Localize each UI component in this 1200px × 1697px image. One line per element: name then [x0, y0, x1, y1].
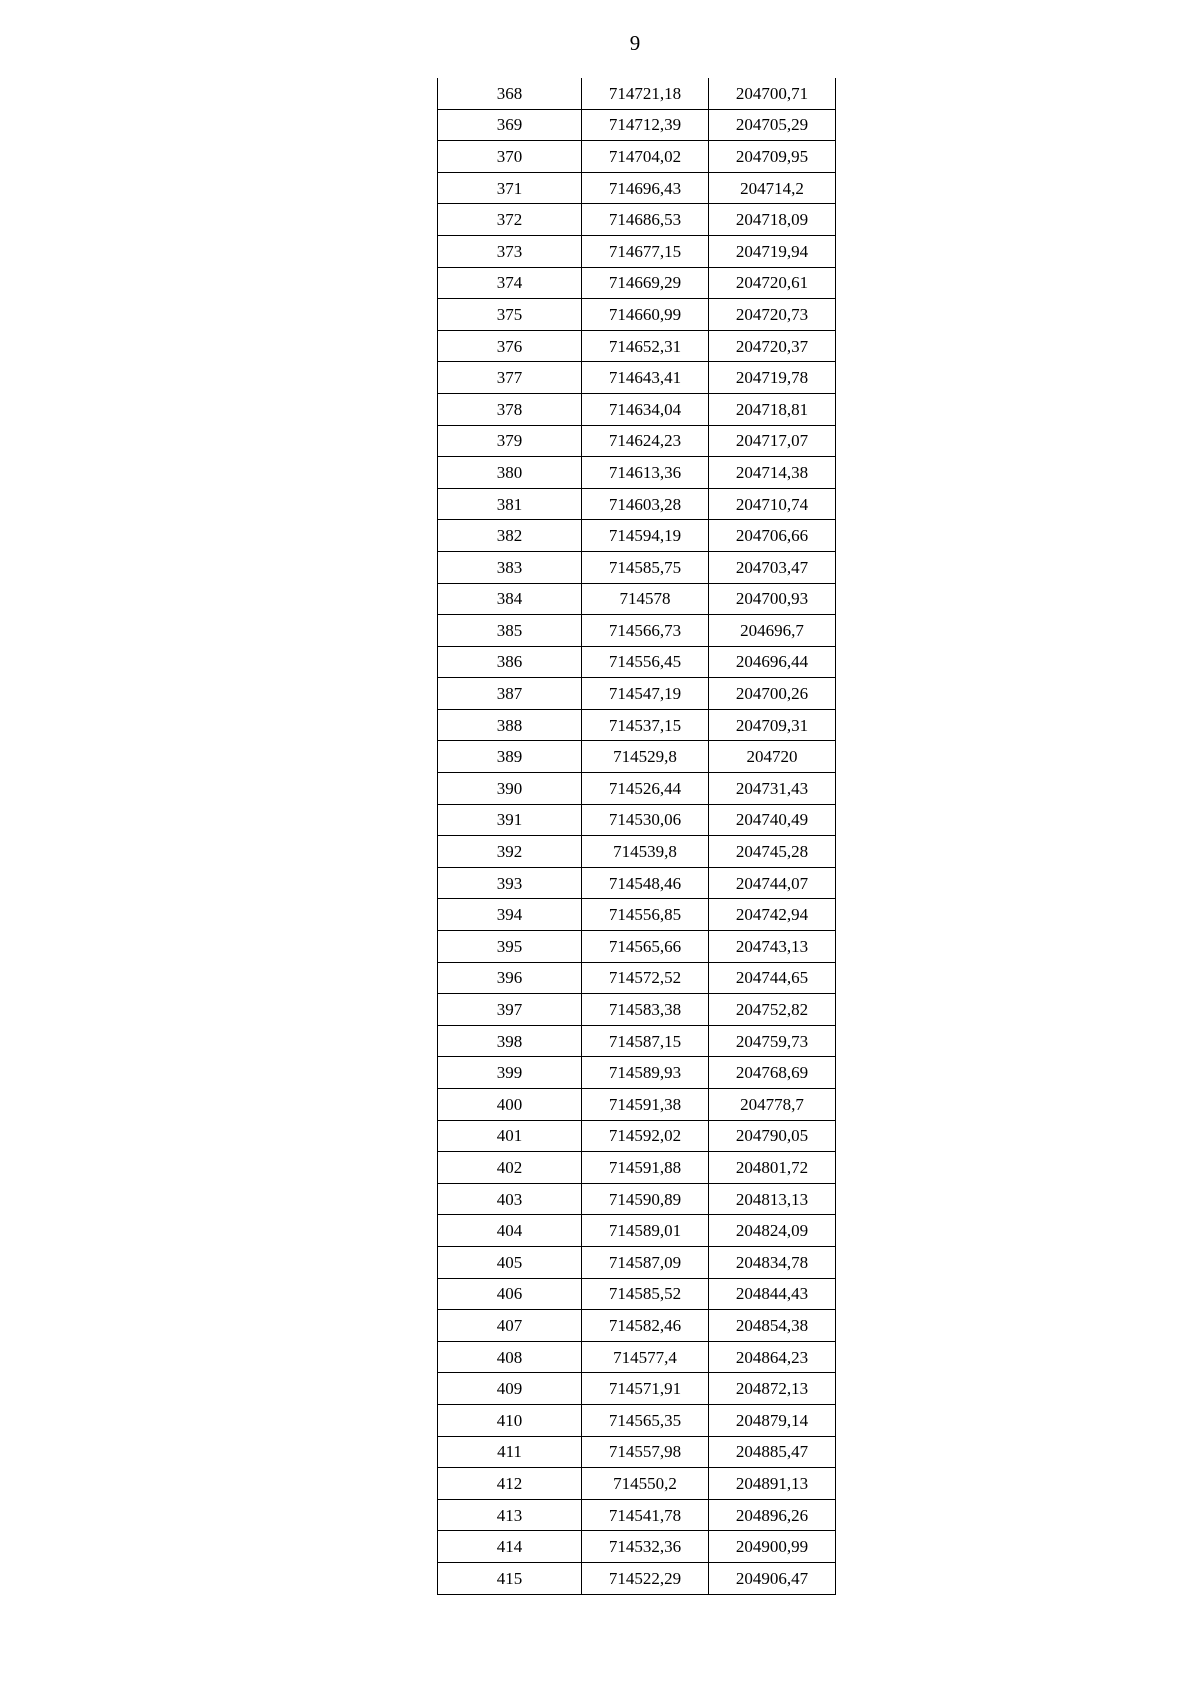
y-coordinate-cell: 204752,82 — [709, 994, 836, 1026]
x-coordinate-cell: 714603,28 — [582, 488, 709, 520]
point-number-cell: 387 — [438, 678, 582, 710]
table-row — [438, 425, 836, 457]
point-number-cell: 395 — [438, 931, 582, 963]
y-coordinate-cell: 204714,2 — [709, 172, 836, 204]
table-row — [438, 267, 836, 299]
y-coordinate-cell: 204696,44 — [709, 646, 836, 678]
point-number-cell: 409 — [438, 1373, 582, 1405]
point-number-cell: 402 — [438, 1152, 582, 1184]
table-row — [438, 1562, 836, 1594]
table-row — [438, 235, 836, 267]
table-row — [438, 488, 836, 520]
x-coordinate-cell: 714696,43 — [582, 172, 709, 204]
point-number-cell: 392 — [438, 836, 582, 868]
point-number-cell: 370 — [438, 141, 582, 173]
point-number-cell: 375 — [438, 299, 582, 331]
table-row — [438, 962, 836, 994]
x-coordinate-cell: 714541,78 — [582, 1499, 709, 1531]
table-row — [438, 1152, 836, 1184]
table-row — [438, 172, 836, 204]
y-coordinate-cell: 204720,37 — [709, 330, 836, 362]
y-coordinate-cell: 204718,81 — [709, 393, 836, 425]
coordinates-table — [437, 78, 836, 1595]
y-coordinate-cell: 204703,47 — [709, 551, 836, 583]
table-row — [438, 1120, 836, 1152]
point-number-cell: 412 — [438, 1468, 582, 1500]
point-number-cell: 372 — [438, 204, 582, 236]
point-number-cell: 394 — [438, 899, 582, 931]
y-coordinate-cell: 204906,47 — [709, 1562, 836, 1594]
point-number-cell: 400 — [438, 1089, 582, 1121]
table-row — [438, 78, 836, 109]
point-number-cell: 371 — [438, 172, 582, 204]
point-number-cell: 414 — [438, 1531, 582, 1563]
point-number-cell: 415 — [438, 1562, 582, 1594]
table-row — [438, 1436, 836, 1468]
point-number-cell: 374 — [438, 267, 582, 299]
point-number-cell: 381 — [438, 488, 582, 520]
point-number-cell: 406 — [438, 1278, 582, 1310]
y-coordinate-cell: 204710,74 — [709, 488, 836, 520]
point-number-cell: 386 — [438, 646, 582, 678]
x-coordinate-cell: 714594,19 — [582, 520, 709, 552]
x-coordinate-cell: 714669,29 — [582, 267, 709, 299]
point-number-cell: 396 — [438, 962, 582, 994]
y-coordinate-cell: 204743,13 — [709, 931, 836, 963]
point-number-cell: 378 — [438, 393, 582, 425]
table-row — [438, 773, 836, 805]
y-coordinate-cell: 204705,29 — [709, 109, 836, 141]
table-row — [438, 1057, 836, 1089]
table-row — [438, 1183, 836, 1215]
x-coordinate-cell: 714677,15 — [582, 235, 709, 267]
table-row — [438, 141, 836, 173]
table-row — [438, 1531, 836, 1563]
point-number-cell: 382 — [438, 520, 582, 552]
table-row — [438, 678, 836, 710]
x-coordinate-cell: 714585,75 — [582, 551, 709, 583]
y-coordinate-cell: 204900,99 — [709, 1531, 836, 1563]
point-number-cell: 385 — [438, 615, 582, 647]
point-number-cell: 393 — [438, 867, 582, 899]
table-row — [438, 551, 836, 583]
table-row — [438, 1310, 836, 1342]
coordinates-table-body — [438, 78, 836, 1594]
table-row — [438, 457, 836, 489]
x-coordinate-cell: 714565,66 — [582, 931, 709, 963]
y-coordinate-cell: 204896,26 — [709, 1499, 836, 1531]
x-coordinate-cell: 714550,2 — [582, 1468, 709, 1500]
y-coordinate-cell: 204864,23 — [709, 1341, 836, 1373]
y-coordinate-cell: 204801,72 — [709, 1152, 836, 1184]
x-coordinate-cell: 714548,46 — [582, 867, 709, 899]
y-coordinate-cell: 204720,61 — [709, 267, 836, 299]
x-coordinate-cell: 714532,36 — [582, 1531, 709, 1563]
y-coordinate-cell: 204778,7 — [709, 1089, 836, 1121]
x-coordinate-cell: 714537,15 — [582, 709, 709, 741]
x-coordinate-cell: 714547,19 — [582, 678, 709, 710]
point-number-cell: 397 — [438, 994, 582, 1026]
point-number-cell: 383 — [438, 551, 582, 583]
x-coordinate-cell: 714613,36 — [582, 457, 709, 489]
x-coordinate-cell: 714643,41 — [582, 362, 709, 394]
x-coordinate-cell: 714572,52 — [582, 962, 709, 994]
x-coordinate-cell: 714634,04 — [582, 393, 709, 425]
point-number-cell: 413 — [438, 1499, 582, 1531]
table-row — [438, 583, 836, 615]
x-coordinate-cell: 714557,98 — [582, 1436, 709, 1468]
x-coordinate-cell: 714721,18 — [582, 78, 709, 109]
y-coordinate-cell: 204742,94 — [709, 899, 836, 931]
point-number-cell: 373 — [438, 235, 582, 267]
table-row — [438, 931, 836, 963]
y-coordinate-cell: 204714,38 — [709, 457, 836, 489]
y-coordinate-cell: 204700,71 — [709, 78, 836, 109]
x-coordinate-cell: 714704,02 — [582, 141, 709, 173]
x-coordinate-cell: 714577,4 — [582, 1341, 709, 1373]
x-coordinate-cell: 714529,8 — [582, 741, 709, 773]
point-number-cell: 399 — [438, 1057, 582, 1089]
table-row — [438, 393, 836, 425]
y-coordinate-cell: 204720,73 — [709, 299, 836, 331]
table-row — [438, 615, 836, 647]
table-row — [438, 299, 836, 331]
point-number-cell: 410 — [438, 1404, 582, 1436]
table-row — [438, 1373, 836, 1405]
point-number-cell: 368 — [438, 78, 582, 109]
y-coordinate-cell: 204872,13 — [709, 1373, 836, 1405]
y-coordinate-cell: 204879,14 — [709, 1404, 836, 1436]
y-coordinate-cell: 204744,65 — [709, 962, 836, 994]
table-row — [438, 709, 836, 741]
y-coordinate-cell: 204719,94 — [709, 235, 836, 267]
x-coordinate-cell: 714530,06 — [582, 804, 709, 836]
point-number-cell: 408 — [438, 1341, 582, 1373]
point-number-cell: 379 — [438, 425, 582, 457]
x-coordinate-cell: 714652,31 — [582, 330, 709, 362]
y-coordinate-cell: 204834,78 — [709, 1246, 836, 1278]
point-number-cell: 403 — [438, 1183, 582, 1215]
x-coordinate-cell: 714660,99 — [582, 299, 709, 331]
table-row — [438, 1278, 836, 1310]
y-coordinate-cell: 204709,31 — [709, 709, 836, 741]
point-number-cell: 401 — [438, 1120, 582, 1152]
x-coordinate-cell: 714591,38 — [582, 1089, 709, 1121]
y-coordinate-cell: 204759,73 — [709, 1025, 836, 1057]
x-coordinate-cell: 714566,73 — [582, 615, 709, 647]
table-row — [438, 867, 836, 899]
y-coordinate-cell: 204700,26 — [709, 678, 836, 710]
y-coordinate-cell: 204744,07 — [709, 867, 836, 899]
y-coordinate-cell: 204696,7 — [709, 615, 836, 647]
x-coordinate-cell: 714522,29 — [582, 1562, 709, 1594]
table-row — [438, 1468, 836, 1500]
y-coordinate-cell: 204891,13 — [709, 1468, 836, 1500]
x-coordinate-cell: 714712,39 — [582, 109, 709, 141]
table-row — [438, 804, 836, 836]
y-coordinate-cell: 204720 — [709, 741, 836, 773]
y-coordinate-cell: 204719,78 — [709, 362, 836, 394]
x-coordinate-cell: 714571,91 — [582, 1373, 709, 1405]
x-coordinate-cell: 714591,88 — [582, 1152, 709, 1184]
x-coordinate-cell: 714587,15 — [582, 1025, 709, 1057]
x-coordinate-cell: 714686,53 — [582, 204, 709, 236]
table-row — [438, 994, 836, 1026]
y-coordinate-cell: 204854,38 — [709, 1310, 836, 1342]
table-row — [438, 520, 836, 552]
y-coordinate-cell: 204740,49 — [709, 804, 836, 836]
x-coordinate-cell: 714582,46 — [582, 1310, 709, 1342]
y-coordinate-cell: 204768,69 — [709, 1057, 836, 1089]
table-row — [438, 1341, 836, 1373]
table-row — [438, 1246, 836, 1278]
table-row — [438, 1089, 836, 1121]
x-coordinate-cell: 714589,01 — [582, 1215, 709, 1247]
y-coordinate-cell: 204824,09 — [709, 1215, 836, 1247]
x-coordinate-cell: 714592,02 — [582, 1120, 709, 1152]
y-coordinate-cell: 204885,47 — [709, 1436, 836, 1468]
table-row — [438, 646, 836, 678]
point-number-cell: 380 — [438, 457, 582, 489]
point-number-cell: 391 — [438, 804, 582, 836]
point-number-cell: 405 — [438, 1246, 582, 1278]
table-row — [438, 1025, 836, 1057]
table-row — [438, 1499, 836, 1531]
x-coordinate-cell: 714589,93 — [582, 1057, 709, 1089]
y-coordinate-cell: 204790,05 — [709, 1120, 836, 1152]
y-coordinate-cell: 204700,93 — [709, 583, 836, 615]
y-coordinate-cell: 204731,43 — [709, 773, 836, 805]
point-number-cell: 390 — [438, 773, 582, 805]
table-row — [438, 330, 836, 362]
x-coordinate-cell: 714556,45 — [582, 646, 709, 678]
y-coordinate-cell: 204745,28 — [709, 836, 836, 868]
point-number-cell: 369 — [438, 109, 582, 141]
y-coordinate-cell: 204813,13 — [709, 1183, 836, 1215]
y-coordinate-cell: 204706,66 — [709, 520, 836, 552]
x-coordinate-cell: 714590,89 — [582, 1183, 709, 1215]
point-number-cell: 388 — [438, 709, 582, 741]
point-number-cell: 389 — [438, 741, 582, 773]
point-number-cell: 384 — [438, 583, 582, 615]
table-row — [438, 899, 836, 931]
point-number-cell: 377 — [438, 362, 582, 394]
point-number-cell: 404 — [438, 1215, 582, 1247]
table-row — [438, 204, 836, 236]
y-coordinate-cell: 204717,07 — [709, 425, 836, 457]
x-coordinate-cell: 714556,85 — [582, 899, 709, 931]
x-coordinate-cell: 714578 — [582, 583, 709, 615]
x-coordinate-cell: 714565,35 — [582, 1404, 709, 1436]
table-row — [438, 362, 836, 394]
point-number-cell: 411 — [438, 1436, 582, 1468]
x-coordinate-cell: 714585,52 — [582, 1278, 709, 1310]
x-coordinate-cell: 714587,09 — [582, 1246, 709, 1278]
point-number-cell: 407 — [438, 1310, 582, 1342]
table-row — [438, 741, 836, 773]
table-row — [438, 109, 836, 141]
table-row — [438, 1404, 836, 1436]
x-coordinate-cell: 714624,23 — [582, 425, 709, 457]
table-row — [438, 836, 836, 868]
x-coordinate-cell: 714539,8 — [582, 836, 709, 868]
y-coordinate-cell: 204709,95 — [709, 141, 836, 173]
x-coordinate-cell: 714526,44 — [582, 773, 709, 805]
table-row — [438, 1215, 836, 1247]
point-number-cell: 376 — [438, 330, 582, 362]
y-coordinate-cell: 204844,43 — [709, 1278, 836, 1310]
page-number: 9 — [629, 31, 641, 55]
point-number-cell: 398 — [438, 1025, 582, 1057]
y-coordinate-cell: 204718,09 — [709, 204, 836, 236]
x-coordinate-cell: 714583,38 — [582, 994, 709, 1026]
